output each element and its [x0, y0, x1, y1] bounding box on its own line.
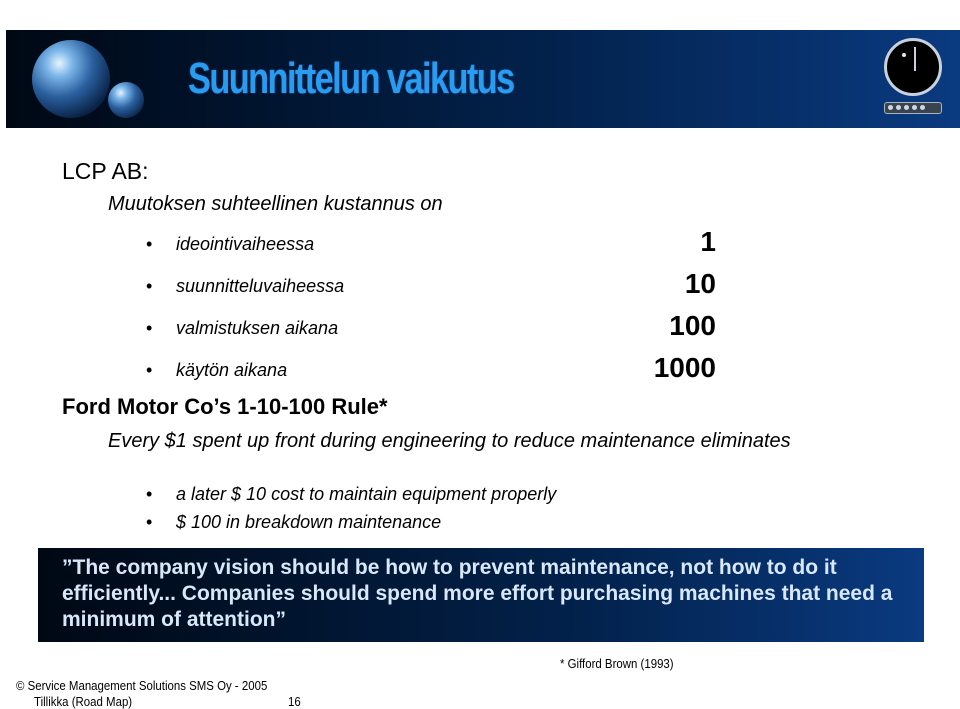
rule-text: Every $1 spent up front during engineering to reduce maintenance eliminates	[108, 430, 791, 452]
vision-quote: ”The company vision should be how to prevent maintenance, not how to do it efficiently... Companies should spend more effort purchasing machines that need a minimum of attention”	[62, 556, 893, 631]
device-button-dot	[888, 105, 893, 110]
rule-item: • a later $ 10 cost to maintain equipment properly	[176, 484, 556, 505]
device-button-dot	[896, 105, 901, 110]
globe-orb-icon	[32, 40, 110, 118]
clock-icon	[884, 38, 942, 96]
phase-value: 100	[669, 310, 716, 341]
phase-value: 10	[684, 268, 716, 299]
slide-header	[0, 0, 960, 130]
footer-author: Tillikka (Road Map)	[34, 694, 133, 709]
phase-value: 1	[700, 226, 716, 257]
cost-intro: Muutoksen suhteellinen kustannus on	[108, 193, 443, 215]
phase-label: • suunnitteluvaiheessa	[176, 276, 344, 297]
small-globe-orb-icon	[108, 82, 144, 118]
phase-label: • käytön aikana	[176, 360, 287, 381]
citation: * Gifford Brown (1993)	[560, 656, 674, 671]
page-number: 16	[288, 694, 301, 709]
device-button-dot	[912, 105, 917, 110]
rule-heading: Ford Motor Co’s 1-10-100 Rule*	[62, 394, 388, 419]
device-button-dot	[920, 105, 925, 110]
clock-dot	[902, 53, 906, 57]
section-heading: LCP AB:	[62, 158, 149, 184]
footer-copyright: © Service Management Solutions SMS Oy - 2005	[16, 678, 268, 693]
phase-value: 1000	[653, 352, 716, 383]
phase-label: • ideointivaiheessa	[176, 234, 314, 255]
clock-hand	[914, 47, 916, 71]
device-button-dot	[904, 105, 909, 110]
slide-title: Suunnittelun vaikutus	[188, 54, 514, 103]
phase-label: • valmistuksen aikana	[176, 318, 338, 339]
rule-item: • $ 100 in breakdown maintenance	[176, 512, 441, 533]
device-buttons-icon	[884, 102, 942, 114]
header-top-strip	[0, 0, 960, 30]
